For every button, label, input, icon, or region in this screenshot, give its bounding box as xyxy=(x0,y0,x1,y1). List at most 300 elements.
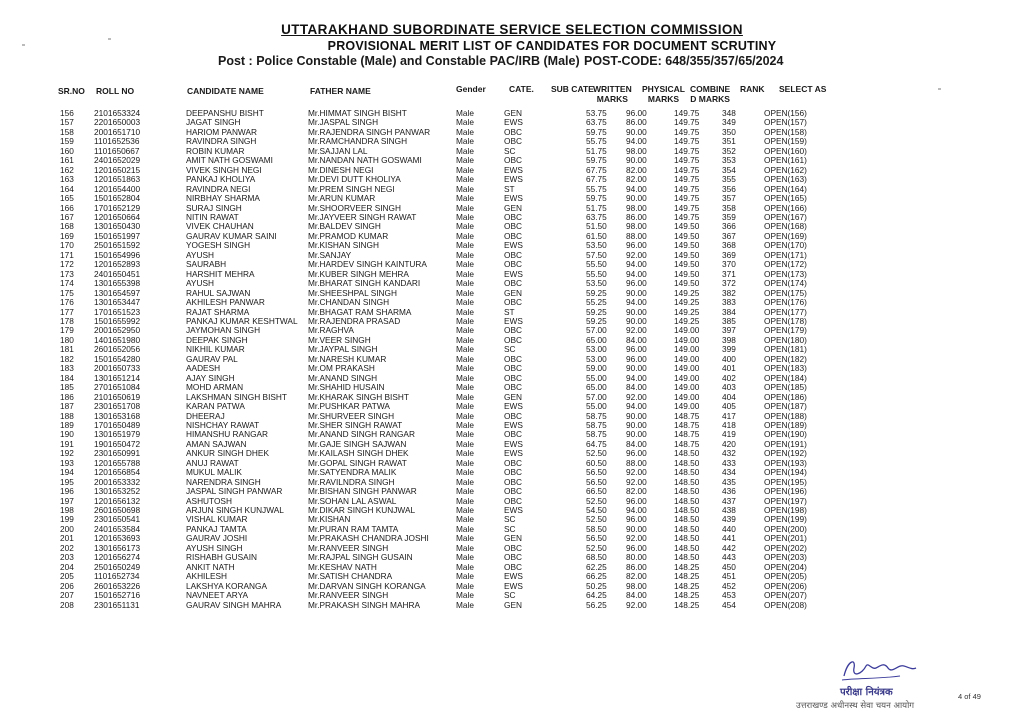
commission-title: UTTARAKHAND SUBORDINATE SERVICE SELECTION COMMISSION xyxy=(281,22,743,37)
table-row xyxy=(60,166,824,175)
cell-cate: GEN xyxy=(504,600,522,610)
cell-sel: OPEN(170) xyxy=(764,241,807,251)
cell-cate: EWS xyxy=(504,439,523,449)
cell-writ: 59.75 xyxy=(586,127,607,137)
cell-cate: EWS xyxy=(504,449,523,459)
cell-sub xyxy=(556,289,586,298)
cell-gender: Male xyxy=(456,118,474,128)
cell-rank: 405 xyxy=(722,402,736,412)
cell-gender: Male xyxy=(456,184,474,194)
cell-roll: 2501651592 xyxy=(94,241,141,251)
cell-phys: 94.00 xyxy=(626,137,647,147)
cell-sr: 159 xyxy=(60,137,74,147)
cell-rank: 418 xyxy=(722,420,736,430)
cell-comb: 149.75 xyxy=(674,118,700,128)
cell-rank: 402 xyxy=(722,373,736,383)
cell-sr: 187 xyxy=(60,402,74,412)
cell-father: Mr.SATYENDRA MALIK xyxy=(308,468,397,478)
cell-gender: Male xyxy=(456,581,474,591)
col-select-as: SELECT AS xyxy=(779,84,827,94)
cell-sr: 183 xyxy=(60,364,74,374)
cell-comb: 148.50 xyxy=(674,515,700,525)
table-row xyxy=(60,298,824,307)
cell-gender: Male xyxy=(456,212,474,222)
cell-cate: SC xyxy=(504,345,516,355)
cell-sr: 208 xyxy=(60,600,74,610)
cell-rank: 404 xyxy=(722,392,736,402)
cell-cate: EWS xyxy=(504,175,523,185)
cell-cate: OBC xyxy=(504,212,522,222)
cell-writ: 59.75 xyxy=(586,194,607,204)
cell-name: JASPAL SINGH PANWAR xyxy=(186,487,283,497)
cell-phys: 90.00 xyxy=(626,430,647,440)
cell-roll: 1201656132 xyxy=(94,496,141,506)
cell-writ: 67.75 xyxy=(586,165,607,175)
cell-father: Mr.RANVEER SINGH xyxy=(308,543,389,553)
cell-gender: Male xyxy=(456,553,474,563)
table-row xyxy=(60,544,824,553)
cell-sel: OPEN(184) xyxy=(764,373,807,383)
cell-name: YOGESH SINGH xyxy=(186,241,251,251)
cell-writ: 57.00 xyxy=(586,326,607,336)
cell-name: AYUSH SINGH xyxy=(186,543,243,553)
cell-sel: OPEN(180) xyxy=(764,335,807,345)
cell-sr: 199 xyxy=(60,515,74,525)
cell-sel: OPEN(165) xyxy=(764,194,807,204)
cell-phys: 92.00 xyxy=(626,477,647,487)
cell-writ: 55.50 xyxy=(586,260,607,270)
table-row xyxy=(60,563,824,572)
cell-father: Mr.RAVILNDRA SINGH xyxy=(308,477,395,487)
cell-sr: 202 xyxy=(60,543,74,553)
cell-sr: 188 xyxy=(60,411,74,421)
cell-sel: OPEN(188) xyxy=(764,411,807,421)
cell-sr: 197 xyxy=(60,496,74,506)
cell-father: Mr.PRAKASH CHANDRA JOSHI xyxy=(308,534,429,544)
cell-comb: 149.00 xyxy=(674,392,700,402)
cell-roll: 2301651708 xyxy=(94,402,141,412)
table-row xyxy=(60,109,824,118)
cell-gender: Male xyxy=(456,383,474,393)
cell-gender: Male xyxy=(456,591,474,601)
table-row xyxy=(60,345,824,354)
cell-cate: EWS xyxy=(504,316,523,326)
cell-father: Mr.GAJE SINGH SAJWAN xyxy=(308,439,407,449)
cell-roll: 1501652804 xyxy=(94,194,141,204)
cell-roll: 1501654280 xyxy=(94,354,141,364)
cell-rank: 369 xyxy=(722,250,736,260)
table-row xyxy=(60,194,824,203)
cell-cate: EWS xyxy=(504,269,523,279)
cell-gender: Male xyxy=(456,439,474,449)
cell-comb: 148.75 xyxy=(674,420,700,430)
cell-comb: 149.75 xyxy=(674,156,700,166)
cell-phys: 84.00 xyxy=(626,439,647,449)
cell-name: NITIN RAWAT xyxy=(186,212,239,222)
cell-sel: OPEN(163) xyxy=(764,175,807,185)
table-row xyxy=(60,326,824,335)
cell-father: Mr.PRAMOD KUMAR xyxy=(308,231,389,241)
table-row xyxy=(60,279,824,288)
scan-speck xyxy=(22,44,25,46)
cell-father: Mr.SOHAN LAL ASWAL xyxy=(308,496,397,506)
cell-name: PANKAJ KHOLIYA xyxy=(186,175,256,185)
cell-rank: 450 xyxy=(722,562,736,572)
cell-sr: 179 xyxy=(60,326,74,336)
cell-cate: OBC xyxy=(504,562,522,572)
cell-name: ARJUN SINGH KUNJWAL xyxy=(186,506,284,516)
cell-name: GAURAV PAL xyxy=(186,354,238,364)
cell-rank: 435 xyxy=(722,477,736,487)
cell-comb: 149.00 xyxy=(674,345,700,355)
cell-rank: 438 xyxy=(722,506,736,516)
cell-gender: Male xyxy=(456,487,474,497)
table-row xyxy=(60,601,824,610)
cell-phys: 90.00 xyxy=(626,194,647,204)
table-row xyxy=(60,515,824,524)
cell-gender: Male xyxy=(456,250,474,260)
cell-rank: 348 xyxy=(722,109,736,118)
cell-name: DEEPANSHU BISHT xyxy=(186,109,264,118)
cell-name: NISHCHAY RAWAT xyxy=(186,420,260,430)
cell-phys: 96.00 xyxy=(626,345,647,355)
cell-writ: 52.50 xyxy=(586,515,607,525)
col-written-line2: MARKS xyxy=(596,94,628,104)
cell-gender: Male xyxy=(456,402,474,412)
cell-writ: 65.00 xyxy=(586,383,607,393)
cell-sel: OPEN(182) xyxy=(764,354,807,364)
cell-sub xyxy=(556,534,586,543)
cell-name: DHEERAJ xyxy=(186,411,225,421)
cell-rank: 351 xyxy=(722,137,736,147)
cell-sub xyxy=(556,402,586,411)
cell-roll: 1501652716 xyxy=(94,591,141,601)
table-row xyxy=(60,525,824,534)
cell-name: RAVINDRA NEGI xyxy=(186,184,251,194)
cell-writ: 55.50 xyxy=(586,269,607,279)
cell-rank: 439 xyxy=(722,515,736,525)
cell-sel: OPEN(178) xyxy=(764,316,807,326)
cell-rank: 357 xyxy=(722,194,736,204)
table-row xyxy=(60,497,824,506)
table-row xyxy=(60,591,824,600)
cell-sub xyxy=(556,336,586,345)
cell-sr: 201 xyxy=(60,534,74,544)
cell-roll: 1201653693 xyxy=(94,534,141,544)
cell-writ: 53.50 xyxy=(586,279,607,289)
cell-phys: 84.00 xyxy=(626,383,647,393)
cell-gender: Male xyxy=(456,364,474,374)
cell-sr: 156 xyxy=(60,109,74,118)
cell-comb: 149.50 xyxy=(674,260,700,270)
cell-father: Mr.PURAN RAM TAMTA xyxy=(308,524,399,534)
cell-rank: 454 xyxy=(722,600,736,610)
cell-writ: 51.75 xyxy=(586,146,607,156)
cell-comb: 149.00 xyxy=(674,364,700,374)
cell-rank: 442 xyxy=(722,543,736,553)
cell-cate: OBC xyxy=(504,430,522,440)
cell-father: Mr.SHER SINGH RAWAT xyxy=(308,420,403,430)
cell-sr: 182 xyxy=(60,354,74,364)
cell-cate: GEN xyxy=(504,203,522,213)
cell-phys: 94.00 xyxy=(626,184,647,194)
col-written-line1: WRITTEN xyxy=(593,84,632,94)
cell-sel: OPEN(158) xyxy=(764,127,807,137)
cell-name: NIKHIL KUMAR xyxy=(186,345,245,355)
cell-gender: Male xyxy=(456,411,474,421)
cell-sel: OPEN(191) xyxy=(764,439,807,449)
cell-roll: 1301655398 xyxy=(94,279,141,289)
cell-sr: 164 xyxy=(60,184,74,194)
cell-phys: 92.00 xyxy=(626,250,647,260)
cell-rank: 401 xyxy=(722,364,736,374)
cell-phys: 84.00 xyxy=(626,591,647,601)
cell-sub xyxy=(556,345,586,354)
cell-writ: 59.25 xyxy=(586,288,607,298)
cell-sr: 204 xyxy=(60,562,74,572)
cell-cate: EWS xyxy=(504,241,523,251)
cell-comb: 148.25 xyxy=(674,572,700,582)
cell-sel: OPEN(207) xyxy=(764,591,807,601)
table-row xyxy=(60,156,824,165)
cell-father: Mr.OM PRAKASH xyxy=(308,364,375,374)
cell-comb: 148.50 xyxy=(674,468,700,478)
cell-sub xyxy=(556,572,586,581)
cell-roll: 1301653447 xyxy=(94,298,141,308)
cell-writ: 56.25 xyxy=(586,600,607,610)
cell-comb: 149.25 xyxy=(674,307,700,317)
cell-comb: 148.25 xyxy=(674,591,700,601)
cell-name: RAVINDRA SINGH xyxy=(186,137,257,147)
cell-name: LAKSHMAN SINGH BISHT xyxy=(186,392,287,402)
cell-father: Mr.PRAKASH SINGH MAHRA xyxy=(308,600,421,610)
cell-sub xyxy=(556,412,586,421)
cell-name: HARIOM PANWAR xyxy=(186,127,257,137)
cell-sub xyxy=(556,515,586,524)
cell-phys: 94.00 xyxy=(626,298,647,308)
cell-cate: OBC xyxy=(504,156,522,166)
cell-name: AMAN SAJWAN xyxy=(186,439,247,449)
cell-rank: 355 xyxy=(722,175,736,185)
table-row xyxy=(60,572,824,581)
cell-sel: OPEN(171) xyxy=(764,250,807,260)
cell-name: AYUSH xyxy=(186,250,214,260)
cell-roll: 1401651980 xyxy=(94,335,141,345)
cell-sel: OPEN(198) xyxy=(764,506,807,516)
cell-rank: 420 xyxy=(722,439,736,449)
cell-sr: 190 xyxy=(60,430,74,440)
cell-writ: 52.50 xyxy=(586,543,607,553)
cell-sub xyxy=(556,128,586,137)
cell-rank: 432 xyxy=(722,449,736,459)
cell-phys: 96.00 xyxy=(626,496,647,506)
cell-sub xyxy=(556,478,586,487)
cell-roll: 1301653168 xyxy=(94,411,141,421)
cell-father: Mr.KESHAV NATH xyxy=(308,562,377,572)
cell-comb: 149.75 xyxy=(674,165,700,175)
cell-sub xyxy=(556,222,586,231)
cell-sel: OPEN(202) xyxy=(764,543,807,553)
cell-writ: 52.50 xyxy=(586,449,607,459)
cell-sel: OPEN(192) xyxy=(764,449,807,459)
cell-roll: 2101653324 xyxy=(94,109,141,118)
cell-comb: 149.75 xyxy=(674,137,700,147)
cell-comb: 149.25 xyxy=(674,298,700,308)
cell-sr: 207 xyxy=(60,591,74,601)
cell-writ: 53.00 xyxy=(586,345,607,355)
cell-rank: 367 xyxy=(722,231,736,241)
cell-father: Mr.DINESH NEGI xyxy=(308,165,374,175)
cell-roll: 1101650667 xyxy=(94,146,140,156)
cell-cate: EWS xyxy=(504,581,523,591)
cell-sub xyxy=(556,383,586,392)
cell-sel: OPEN(189) xyxy=(764,420,807,430)
cell-phys: 90.00 xyxy=(626,156,647,166)
cell-roll: 1301651979 xyxy=(94,430,141,440)
cell-writ: 62.25 xyxy=(586,562,607,572)
cell-cate: OBC xyxy=(504,326,522,336)
cell-father: Mr.RAJPAL SINGH GUSAIN xyxy=(308,553,413,563)
cell-roll: 2401653584 xyxy=(94,524,141,534)
cell-sr: 192 xyxy=(60,449,74,459)
cell-roll: 1701652129 xyxy=(94,203,141,213)
cell-comb: 148.50 xyxy=(674,534,700,544)
table-row xyxy=(60,468,824,477)
cell-rank: 436 xyxy=(722,487,736,497)
cell-roll: 1201655788 xyxy=(94,458,141,468)
cell-sr: 191 xyxy=(60,439,74,449)
cell-cate: OBC xyxy=(504,354,522,364)
cell-cate: OBC xyxy=(504,231,522,241)
cell-cate: GEN xyxy=(504,534,522,544)
cell-roll: 1101652536 xyxy=(94,137,140,147)
cell-writ: 56.50 xyxy=(586,477,607,487)
cell-rank: 352 xyxy=(722,146,736,156)
cell-rank: 440 xyxy=(722,524,736,534)
cell-name: AKHILESH xyxy=(186,572,228,582)
cell-writ: 53.75 xyxy=(586,109,607,118)
cell-writ: 61.50 xyxy=(586,231,607,241)
table-row xyxy=(60,232,824,241)
cell-sub xyxy=(556,374,586,383)
cell-cate: OBC xyxy=(504,260,522,270)
cell-comb: 149.75 xyxy=(674,109,700,118)
cell-phys: 80.00 xyxy=(626,553,647,563)
cell-rank: 370 xyxy=(722,260,736,270)
cell-gender: Male xyxy=(456,354,474,364)
cell-sel: OPEN(196) xyxy=(764,487,807,497)
col-father-name: FATHER NAME xyxy=(310,86,371,96)
cell-name: ANKUR SINGH DHEK xyxy=(186,449,269,459)
cell-father: Mr.NANDAN NATH GOSWAMI xyxy=(308,156,422,166)
cell-sub xyxy=(556,601,586,610)
cell-writ: 54.50 xyxy=(586,506,607,516)
cell-roll: 1201651863 xyxy=(94,175,141,185)
cell-cate: EWS xyxy=(504,420,523,430)
cell-sel: OPEN(177) xyxy=(764,307,807,317)
cell-cate: EWS xyxy=(504,118,523,128)
cell-comb: 149.75 xyxy=(674,184,700,194)
cell-rank: 366 xyxy=(722,222,736,232)
cell-writ: 55.75 xyxy=(586,137,607,147)
col-physical-line1: PHYSICAL xyxy=(642,84,685,94)
cell-writ: 56.50 xyxy=(586,468,607,478)
cell-sub xyxy=(556,185,586,194)
col-combined-marks xyxy=(690,84,730,104)
cell-father: Mr.CHANDAN SINGH xyxy=(308,298,390,308)
cell-comb: 149.75 xyxy=(674,194,700,204)
table-row xyxy=(60,478,824,487)
cell-father: Mr.BALDEV SINGH xyxy=(308,222,381,232)
cell-name: LAKSHYA KORANGA xyxy=(186,581,267,591)
cell-sel: OPEN(193) xyxy=(764,458,807,468)
cell-sel: OPEN(194) xyxy=(764,468,807,478)
cell-sel: OPEN(204) xyxy=(764,562,807,572)
cell-roll: 1501655992 xyxy=(94,316,141,326)
cell-sub xyxy=(556,544,586,553)
cell-gender: Male xyxy=(456,260,474,270)
cell-sub xyxy=(556,175,586,184)
col-combined-line1: COMBINE xyxy=(690,84,731,94)
cell-cate: ST xyxy=(504,307,515,317)
cell-sub xyxy=(556,553,586,562)
cell-gender: Male xyxy=(456,203,474,213)
cell-roll: 1201650664 xyxy=(94,212,141,222)
cell-name: VISHAL KUMAR xyxy=(186,515,248,525)
cell-writ: 67.75 xyxy=(586,175,607,185)
cell-phys: 90.00 xyxy=(626,127,647,137)
cell-name: RAHUL SAJWAN xyxy=(186,288,251,298)
cell-roll: 1501651997 xyxy=(94,231,141,241)
cell-comb: 149.00 xyxy=(674,335,700,345)
cell-father: Mr.DARVAN SINGH KORANGA xyxy=(308,581,426,591)
cell-phys: 92.00 xyxy=(626,600,647,610)
table-row xyxy=(60,204,824,213)
cell-sub xyxy=(556,270,586,279)
cell-father: Mr.SAJJAN LAL xyxy=(308,146,368,156)
cell-cate: SC xyxy=(504,591,516,601)
cell-writ: 60.50 xyxy=(586,458,607,468)
cell-sub xyxy=(556,137,586,146)
cell-sr: 162 xyxy=(60,165,74,175)
cell-sub xyxy=(556,468,586,477)
cell-rank: 384 xyxy=(722,307,736,317)
cell-writ: 66.25 xyxy=(586,572,607,582)
cell-sel: OPEN(190) xyxy=(764,430,807,440)
cell-sr: 180 xyxy=(60,335,74,345)
cell-sr: 177 xyxy=(60,307,74,317)
table-row xyxy=(60,393,824,402)
cell-name: MUKUL MALIK xyxy=(186,468,242,478)
cell-gender: Male xyxy=(456,449,474,459)
cell-name: ANUJ RAWAT xyxy=(186,458,239,468)
cell-sr: 193 xyxy=(60,458,74,468)
cell-gender: Male xyxy=(456,392,474,402)
post-code: POST-CODE: 648/355/357/65/2024 xyxy=(584,54,784,68)
cell-cate: OBC xyxy=(504,487,522,497)
cell-sel: OPEN(201) xyxy=(764,534,807,544)
cell-gender: Male xyxy=(456,241,474,251)
table-row xyxy=(60,175,824,184)
cell-gender: Male xyxy=(456,468,474,478)
cell-writ: 55.00 xyxy=(586,373,607,383)
cell-comb: 148.50 xyxy=(674,477,700,487)
cell-father: Mr.RAJENDRA SINGH PANWAR xyxy=(308,127,431,137)
cell-father: Mr.SANJAY xyxy=(308,250,352,260)
cell-gender: Male xyxy=(456,156,474,166)
cell-roll: 2101650619 xyxy=(94,392,141,402)
table-row xyxy=(60,355,824,364)
